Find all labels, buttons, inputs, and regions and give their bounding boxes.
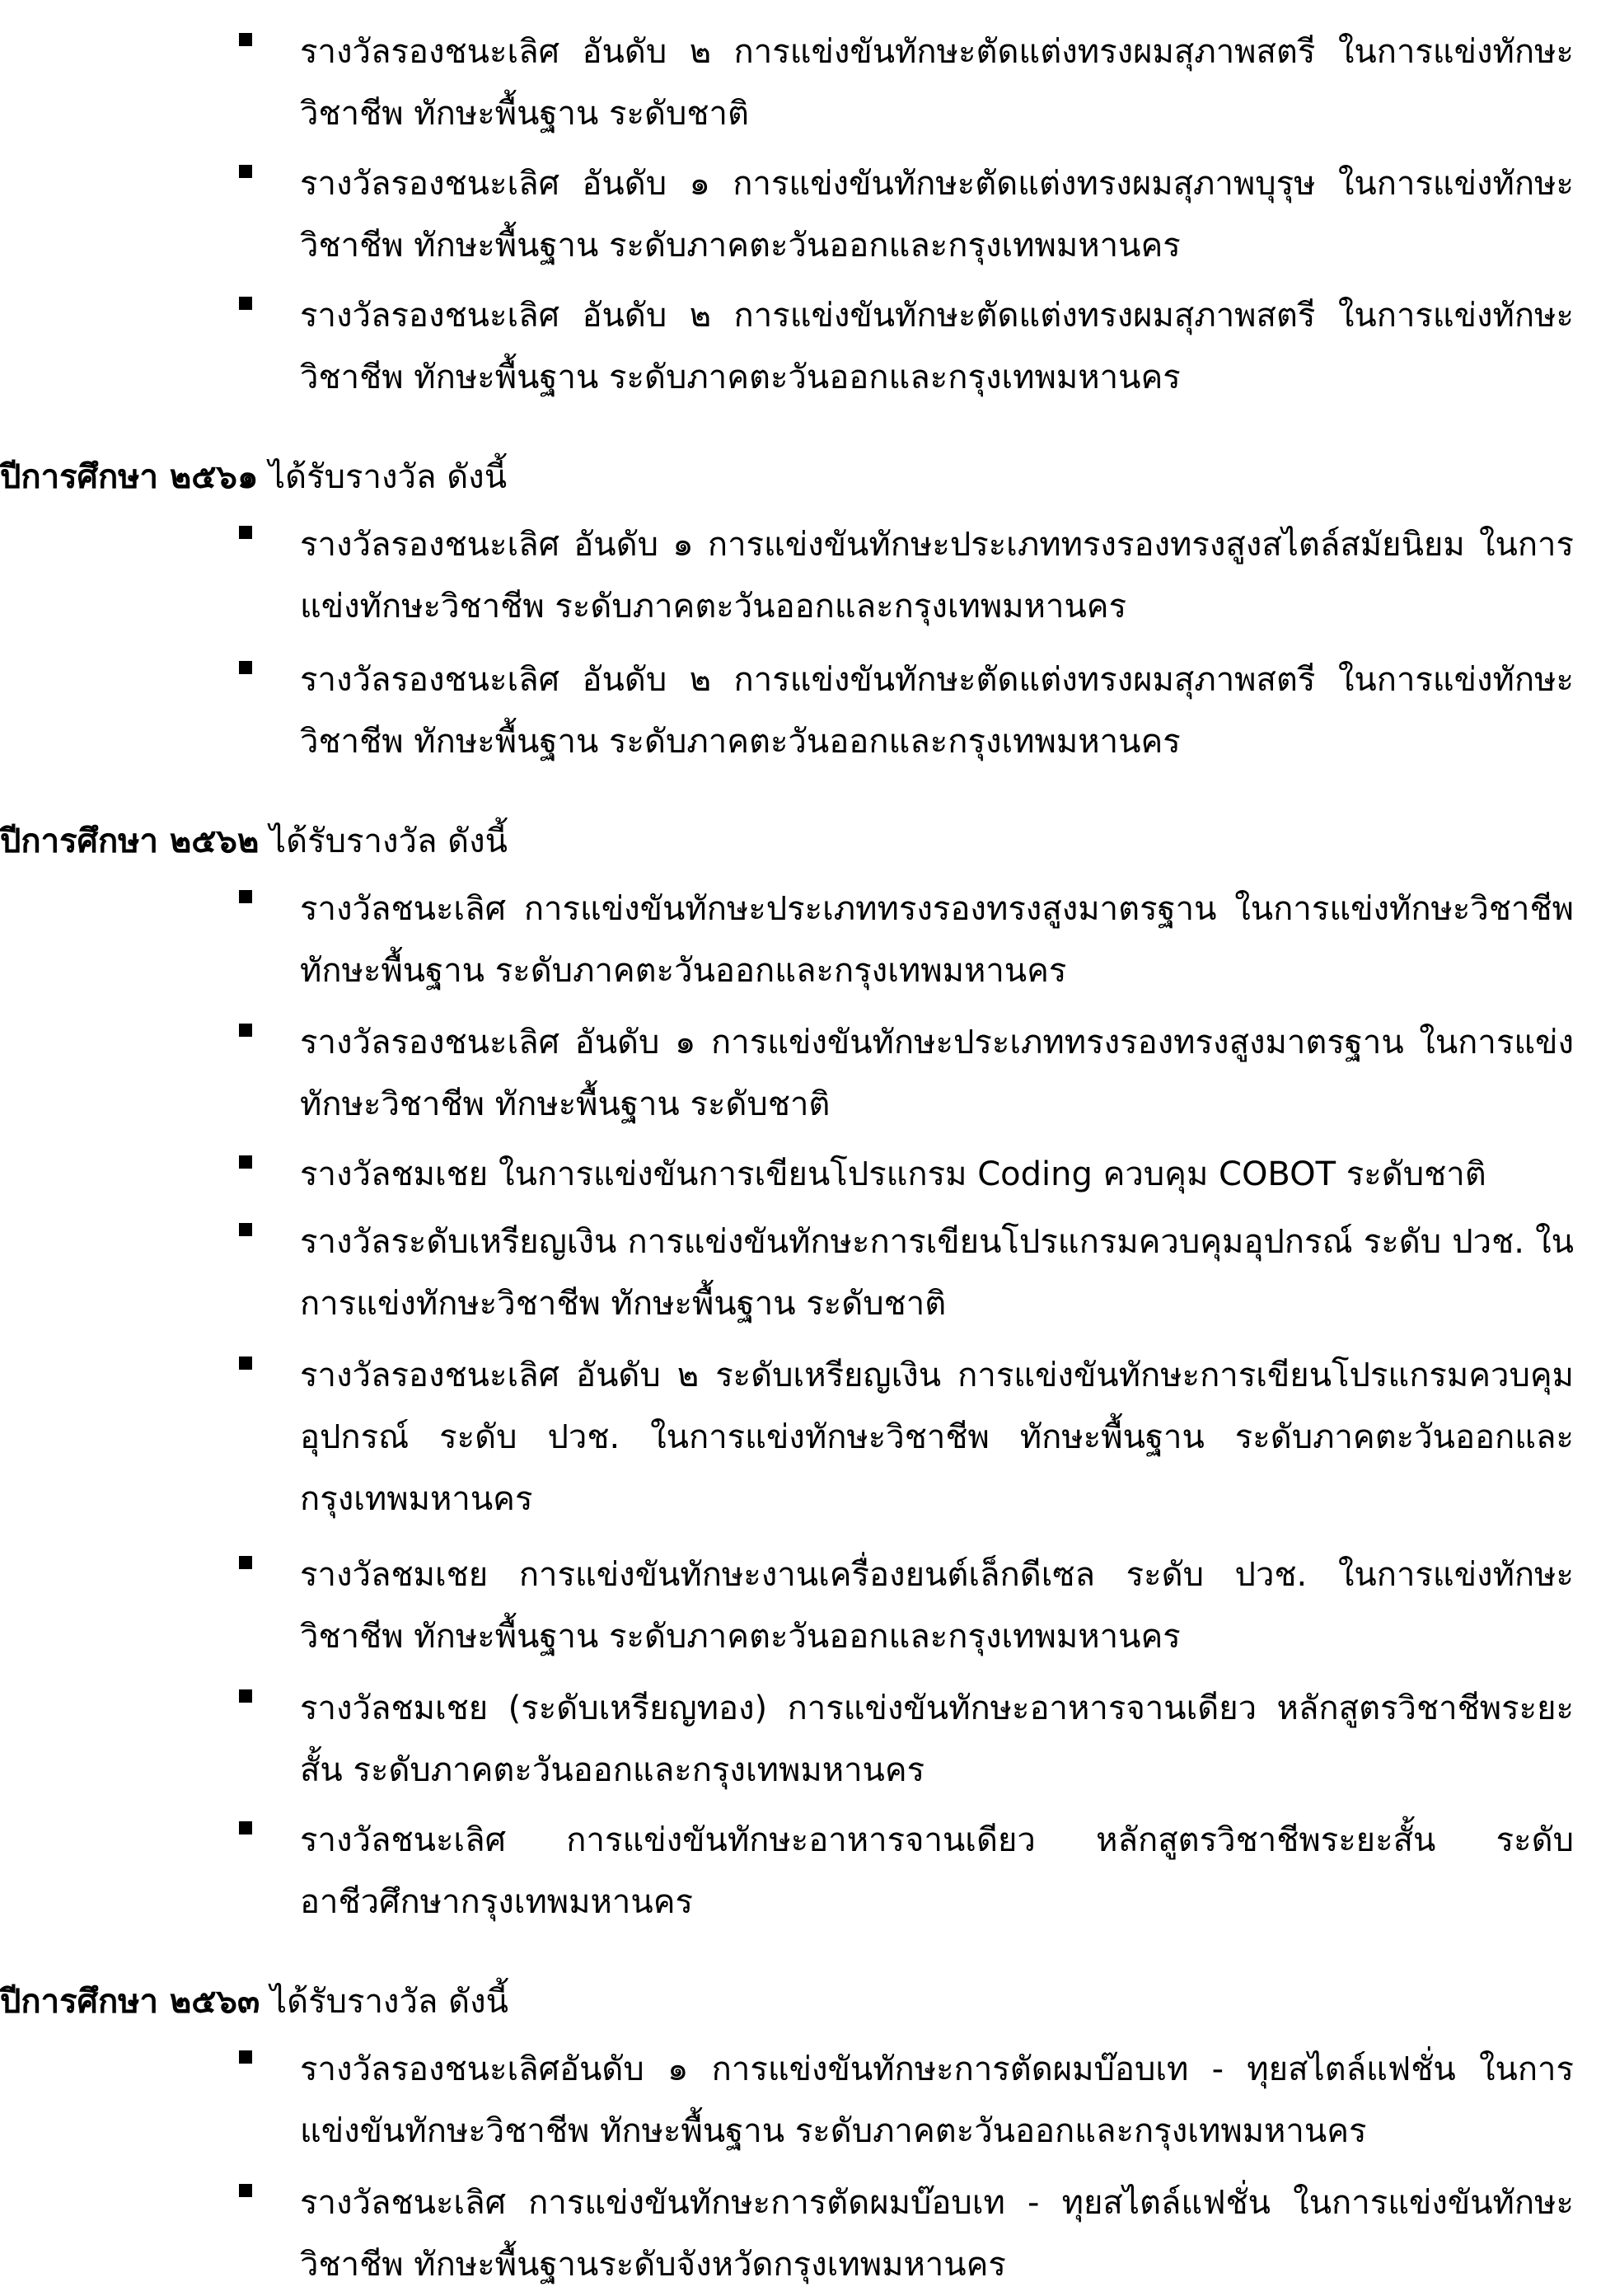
square-bullet-icon	[239, 33, 252, 46]
award-text: รางวัลรองชนะเลิศ อันดับ ๒ การแข่งขันทักษะตัดแต่งทรงผมสุภาพสตรี ในการแข่งทักษะวิชาชีพ ทักษะพื้นฐาน ระดับภาคตะวันออกและกรุงเทพมหานคร	[300, 297, 1574, 396]
square-bullet-icon	[239, 2184, 252, 2197]
award-text: รางวัลชมเชย การแข่งขันทักษะงานเครื่องยนต์เล็กดีเซล ระดับ ปวช. ในการแข่งทักษะวิชาชีพ ทักษะพื้นฐาน ระดับภาคตะวันออกและกรุงเทพมหานคร	[300, 1556, 1574, 1656]
year-heading	[0, 811, 1566, 873]
square-bullet-icon	[239, 890, 252, 903]
award-text: รางวัลระดับเหรียญเงิน การแข่งขันทักษะการเขียนโปรแกรมควบคุมอุปกรณ์ ระดับ ปวช. ในการแข่งทักษะวิชาชีพ ทักษะพื้นฐาน ระดับชาติ	[300, 1223, 1574, 1323]
award-text: รางวัลรองชนะเลิศ อันดับ ๒ ระดับเหรียญเงิน การแข่งขันทักษะการเขียนโปรแกรมควบคุมอุปกรณ์ ระดับ ปวช. ในการแข่งทักษะวิชาชีพ ทักษะพื้นฐาน ระดับภาคตะวันออกและกรุงเทพมหานคร	[300, 1357, 1574, 1518]
heading-suffix: ได้รับรางวัล ดังนี้	[258, 458, 508, 496]
award-text: รางวัลรองชนะเลิศอันดับ ๑ การแข่งขันทักษะการตัดผมบ๊อบเท - ทุยสไตล์แฟชั่น ในการแข่งขันทักษะวิชาชีพ ทักษะพื้นฐาน ระดับภาคตะวันออกและกรุงเทพมหานคร	[300, 2050, 1574, 2150]
square-bullet-icon	[239, 1024, 252, 1037]
square-bullet-icon	[239, 1556, 252, 1569]
square-bullet-icon	[239, 1689, 252, 1703]
year-heading	[0, 447, 1566, 508]
square-bullet-icon	[239, 1821, 252, 1834]
square-bullet-icon	[239, 297, 252, 310]
year-label: ปีการศึกษา ๒๕๖๓	[0, 1983, 260, 2021]
square-bullet-icon	[239, 2050, 252, 2064]
award-text: รางวัลรองชนะเลิศ อันดับ ๒ การแข่งขันทักษะตัดแต่งทรงผมสุภาพสตรี ในการแข่งทักษะวิชาชีพ ทักษะพื้นฐาน ระดับภาคตะวันออกและกรุงเทพมหานคร	[300, 661, 1574, 761]
award-text: รางวัลชมเชย ในการแข่งขันการเขียนโปรแกรม Coding ควบคุม COBOT ระดับชาติ	[300, 1155, 1486, 1193]
square-bullet-icon	[239, 1155, 252, 1169]
year-heading	[0, 1971, 1566, 2033]
heading-suffix: ได้รับรางวัล ดังนี้	[260, 1983, 508, 2021]
square-bullet-icon	[239, 165, 252, 178]
award-text: รางวัลรองชนะเลิศ อันดับ ๑ การแข่งขันทักษะประเภททรงรองทรงสูงสไตล์สมัยนิยม ในการแข่งทักษะวิชาชีพ ระดับภาคตะวันออกและกรุงเทพมหานคร	[300, 526, 1574, 626]
award-text: รางวัลรองชนะเลิศ อันดับ ๑ การแข่งขันทักษะตัดแต่งทรงผมสุภาพบุรุษ ในการแข่งทักษะวิชาชีพ ทักษะพื้นฐาน ระดับภาคตะวันออกและกรุงเทพมหานคร	[300, 165, 1574, 265]
year-label: ปีการศึกษา ๒๕๖๑	[0, 458, 259, 496]
square-bullet-icon	[239, 526, 252, 539]
year-label: ปีการศึกษา ๒๕๖๒	[0, 822, 260, 860]
award-text: รางวัลชมเชย (ระดับเหรียญทอง) การแข่งขันทักษะอาหารจานเดียว หลักสูตรวิชาชีพระยะสั้น ระดับภาคตะวันออกและกรุงเทพมหานคร	[300, 1689, 1574, 1789]
square-bullet-icon	[239, 1223, 252, 1236]
award-text: รางวัลชนะเลิศ การแข่งขันทักษะอาหารจานเดียว หลักสูตรวิชาชีพระยะสั้น ระดับอาชีวศึกษากรุงเทพมหานคร	[300, 1821, 1574, 1921]
award-text: รางวัลรองชนะเลิศ อันดับ ๑ การแข่งขันทักษะประเภททรงรองทรงสูงมาตรฐาน ในการแข่งทักษะวิชาชีพ ทักษะพื้นฐาน ระดับชาติ	[300, 1024, 1574, 1123]
square-bullet-icon	[239, 661, 252, 674]
award-text: รางวัลชนะเลิศ การแข่งขันทักษะการตัดผมบ๊อบเท - ทุยสไตล์แฟชั่น ในการแข่งขันทักษะวิชาชีพ ทักษะพื้นฐานระดับจังหวัดกรุงเทพมหานคร	[300, 2184, 1574, 2284]
award-text: รางวัลรองชนะเลิศ อันดับ ๒ การแข่งขันทักษะตัดแต่งทรงผมสุภาพสตรี ในการแข่งทักษะวิชาชีพ ทักษะพื้นฐาน ระดับชาติ	[300, 33, 1574, 133]
award-text: รางวัลชนะเลิศ การแข่งขันทักษะประเภททรงรองทรงสูงมาตรฐาน ในการแข่งทักษะวิชาชีพ ทักษะพื้นฐาน ระดับภาคตะวันออกและกรุงเทพมหานคร	[300, 890, 1574, 990]
heading-suffix: ได้รับรางวัล ดังนี้	[259, 822, 508, 860]
square-bullet-icon	[239, 1357, 252, 1370]
